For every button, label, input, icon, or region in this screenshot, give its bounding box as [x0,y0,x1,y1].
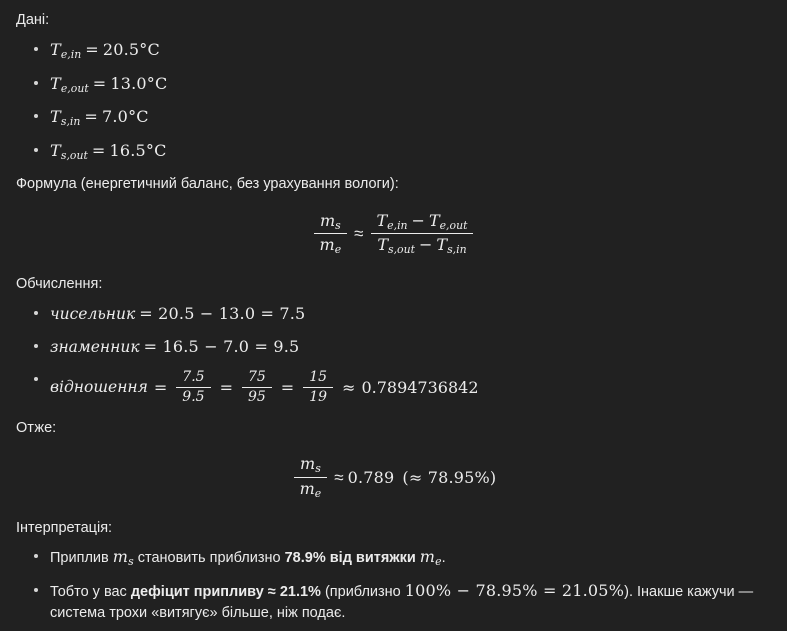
denominator-label: знаменник [50,337,140,356]
calc-heading: Обчислення: [16,275,103,292]
interp-item-1-bold: 78.9% від витяжки [284,550,420,567]
result-heading: Отже: [16,419,57,436]
result-value: 0.789 [347,468,395,488]
ratio-f3-den: 19 [309,389,328,406]
list-item [16,302,771,326]
approx-sign: ≈ [334,467,344,487]
list-item [16,545,771,570]
formula-rhs-fraction [371,210,474,258]
result-fraction [294,453,328,501]
result-numerator: $m_s$ [300,454,321,476]
data-list [16,38,771,164]
interp-item-1-mid: становить приблизно [133,550,285,567]
interp-item-1-bold-symbol: $m_e$ [419,547,442,569]
list-item [16,105,771,130]
result-percent: (≈ 78.95%) [402,468,497,488]
numerator-expression: = 20.5 − 13.0 = 7.5 [139,303,306,323]
list-item [16,335,771,359]
interpretation-list [16,545,771,624]
interp-item-1-end: . [441,550,446,567]
interpretation-heading: Інтерпретація: [16,519,113,536]
formula-lhs-fraction [314,210,348,258]
interp-item-1-symbol: $m_s$ [112,547,134,569]
interp-item-2-end: ). Інакше кажучи — система трохи «витягує» більше, ніж подає. [50,584,754,622]
interp-item-2-bold: дефіцит припливу ≈ 21.1% [130,584,321,601]
ratio-fraction-3 [303,368,333,408]
approx-sign: ≈ [354,223,364,243]
formula-heading: Формула (енергетичний баланс, без урахування вологи): [16,175,399,192]
ratio-f3-num: 15 [309,368,328,385]
ratio-f2-num: 75 [247,368,266,385]
data-item-2: $T_{s,in} = 7.0^\circ C$ [50,107,149,129]
data-item-1: $T_{e,out} = 13.0^\circ C$ [50,73,168,95]
list-item [16,38,771,63]
formula-lhs-denominator: $m_e$ [319,235,342,257]
ratio-f1-den: 9.5 [182,389,205,406]
list-item [16,368,771,408]
interp-item-2-math: 100% − 78.95% = 21.05% [404,581,625,601]
interp-item-2-pre: Тобто у вас [50,584,131,601]
interp-item-2-mid: (приблизно [320,584,405,601]
denominator-expression: = 16.5 − 7.0 = 9.5 [143,336,300,356]
ratio-label: відношення [50,378,148,397]
ratio-fraction-2 [242,368,272,408]
numerator-label: чисельник [50,304,136,323]
list-item [16,579,771,624]
list-item [16,72,771,97]
list-item [16,139,771,164]
ratio-value: 0.7894736842 [361,378,479,398]
data-item-0: $T_{e,in} = 20.5^\circ C$ [50,39,160,61]
ratio-f1-num: 7.5 [182,368,205,385]
formula-lhs-numerator: $m_s$ [319,210,341,232]
ratio-f2-den: 95 [247,389,266,406]
ratio-fraction-1 [176,368,210,408]
calc-list [16,302,771,408]
formula-rhs-numerator: $T_{e,in} - T_{e,out}$ [376,210,468,232]
result-display [16,453,771,501]
interp-item-1-pre: Приплив [50,550,113,567]
data-heading: Дані: [16,12,50,28]
formula-rhs-denominator: $T_{s,out} - T_{s,in}$ [377,235,467,257]
formula-display [16,210,771,258]
ratio-expression: відношення = $\frac{7.5}{9.5}$ = $\frac{75}{95}$ = $\frac{15}{19}$ ≈ 0.7894736842 [50,368,479,408]
data-item-3: $T_{s,out} = 16.5^\circ C$ [50,141,167,163]
result-denominator: $m_e$ [299,479,322,501]
